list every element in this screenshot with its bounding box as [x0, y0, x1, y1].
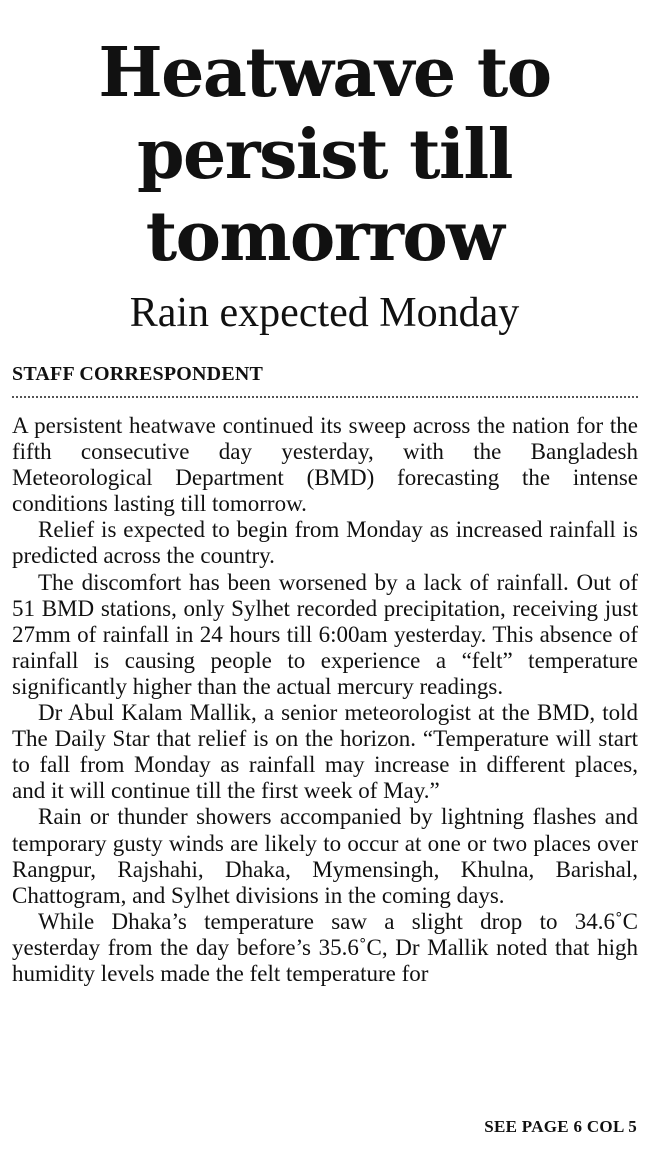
continuation-note[interactable]: SEE PAGE 6 COL 5: [484, 1117, 637, 1136]
headline-line-3: tomorrow: [145, 197, 504, 277]
headline-line-1: Heatwave to: [98, 33, 551, 113]
headline: [0, 32, 649, 278]
subheadline: Rain expected Monday: [129, 290, 520, 336]
headline-line-2: persist till: [136, 115, 513, 195]
article-paragraph: Relief is expected to begin from Monday as increased rainfall is predicted across the country.: [12, 517, 638, 569]
article-paragraph: The discomfort has been worsened by a lack of rainfall. Out of 51 BMD stations, only Sylhet recorded precipitation, receiving just 27mm of rainfall in 24 hours till 6:00am yesterday. This absence of rainfall is causing people to experience a “felt” temperature significantly higher than the actual mercury readings.: [12, 569, 638, 699]
article-body: [12, 413, 638, 987]
byline: STAFF CORRESPONDENT: [12, 363, 264, 385]
article-paragraph: Dr Abul Kalam Mallik, a senior meteorologist at the BMD, told The Daily Star that relief is on the horizon. “Temperature will start to fall from Monday as rainfall may increase in different places, and it will continue till the first week of May.”: [12, 700, 638, 804]
article-paragraph: A persistent heatwave continued its sweep across the nation for the fifth consecutive day yesterday, with the Bangladesh Meteorological Department (BMD) forecasting the intense conditions lasting till tomorrow.: [12, 413, 638, 517]
dotted-divider: [12, 396, 638, 398]
article-paragraph: While Dhaka’s temperature saw a slight drop to 34.6˚C yesterday from the day before’s 35.6˚C, Dr Mallik noted that high humidity levels made the felt temperature for: [12, 908, 638, 986]
article-paragraph: Rain or thunder showers accompanied by lightning flashes and temporary gusty winds are likely to occur at one or two places over Rangpur, Rajshahi, Dhaka, Mymensingh, Khulna, Barishal, Chattogram, and Sylhet divisions in the coming days.: [12, 804, 638, 908]
